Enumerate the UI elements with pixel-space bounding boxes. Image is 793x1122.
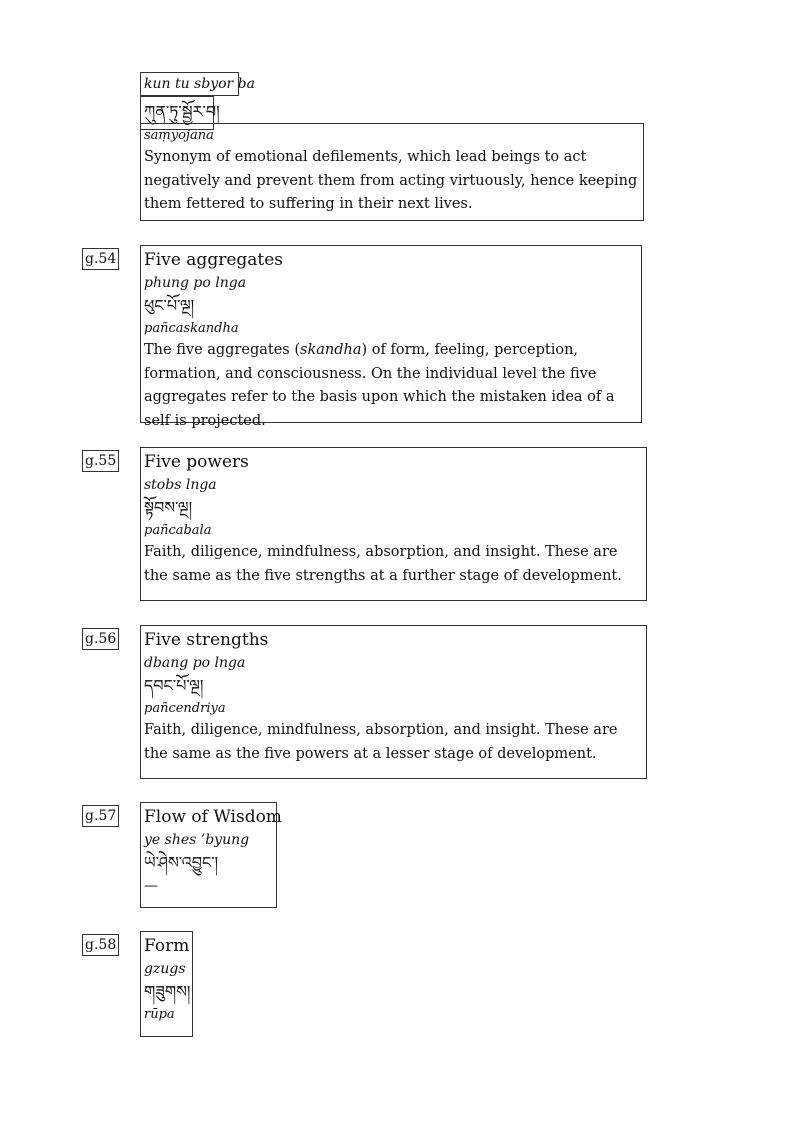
entry-tibetan: གཟུགས། bbox=[144, 982, 191, 1001]
entry-sanskrit-missing: — bbox=[144, 878, 158, 894]
entry-number: g.58 bbox=[82, 934, 119, 956]
entry-tibetan: ཕུང་པོ་ལྔ། bbox=[144, 296, 195, 315]
entry-definition-italic: skandha bbox=[300, 342, 362, 358]
entry-wylie: kun tu sbyor ba bbox=[144, 76, 255, 92]
entry-term: Five aggregates bbox=[144, 250, 284, 270]
entry-number: g.54 bbox=[82, 248, 119, 270]
glossary-entry bbox=[140, 931, 193, 1037]
glossary-entry bbox=[140, 447, 647, 601]
entry-term: Five powers bbox=[144, 452, 249, 472]
entry-tibetan: དབང་པོ་ལྔ། bbox=[144, 676, 204, 695]
entry-wylie: stobs lnga bbox=[144, 477, 217, 493]
entry-tibetan: ཀུན་ཏུ་སྦྱོར་བ། bbox=[144, 102, 220, 121]
entry-number: g.57 bbox=[82, 805, 119, 827]
entry-tibetan: ཡེ་ཤེས་འབྱུང་། bbox=[144, 853, 219, 872]
entry-wylie: dbang po lnga bbox=[144, 655, 246, 671]
entry-tibetan: སྟོབས་ལྔ། bbox=[144, 498, 193, 517]
entry-definition: Synonym of emotional defilements, which lead beings to act negatively and prevent them from acting virtuously, hence keeping them fettered to suffering in their next lives. bbox=[144, 149, 638, 212]
glossary-entry bbox=[140, 625, 647, 779]
entry-wylie: phung po lnga bbox=[144, 275, 247, 291]
glossary-entry bbox=[140, 245, 642, 429]
glossary-entry bbox=[140, 802, 282, 908]
entry-definition: The five aggregates (skandha) of form, feeling, perception, formation, and consciousness. On the individual level the five aggregates refer to the basis upon which the mistaken idea of a self is projected. bbox=[144, 342, 615, 429]
entry-sanskrit: pañcendriya bbox=[144, 701, 226, 716]
entry-wylie: ye shes ’byung bbox=[144, 832, 250, 848]
entry-number: g.55 bbox=[82, 450, 119, 472]
continued-wylie-box bbox=[140, 72, 255, 96]
entry-number: g.56 bbox=[82, 628, 119, 650]
entry-term: Five strengths bbox=[144, 630, 269, 650]
entry-sanskrit: pañcaskandha bbox=[144, 321, 239, 336]
entry-sanskrit: pañcabala bbox=[144, 523, 212, 538]
entry-term: Flow of Wisdom bbox=[144, 807, 282, 827]
entry-term: Form bbox=[144, 936, 190, 956]
entry-definition: Faith, diligence, mindfulness, absorption, and insight. These are the same as the five strengths at a further stage of development. bbox=[144, 544, 622, 584]
entry-wylie: gzugs bbox=[144, 961, 186, 977]
continued-body-box bbox=[140, 123, 644, 221]
entry-sanskrit: saṃyojana bbox=[144, 128, 214, 143]
entry-sanskrit: rūpa bbox=[144, 1007, 175, 1022]
entry-definition: Faith, diligence, mindfulness, absorption, and insight. These are the same as the five powers at a lesser stage of development. bbox=[144, 722, 618, 762]
